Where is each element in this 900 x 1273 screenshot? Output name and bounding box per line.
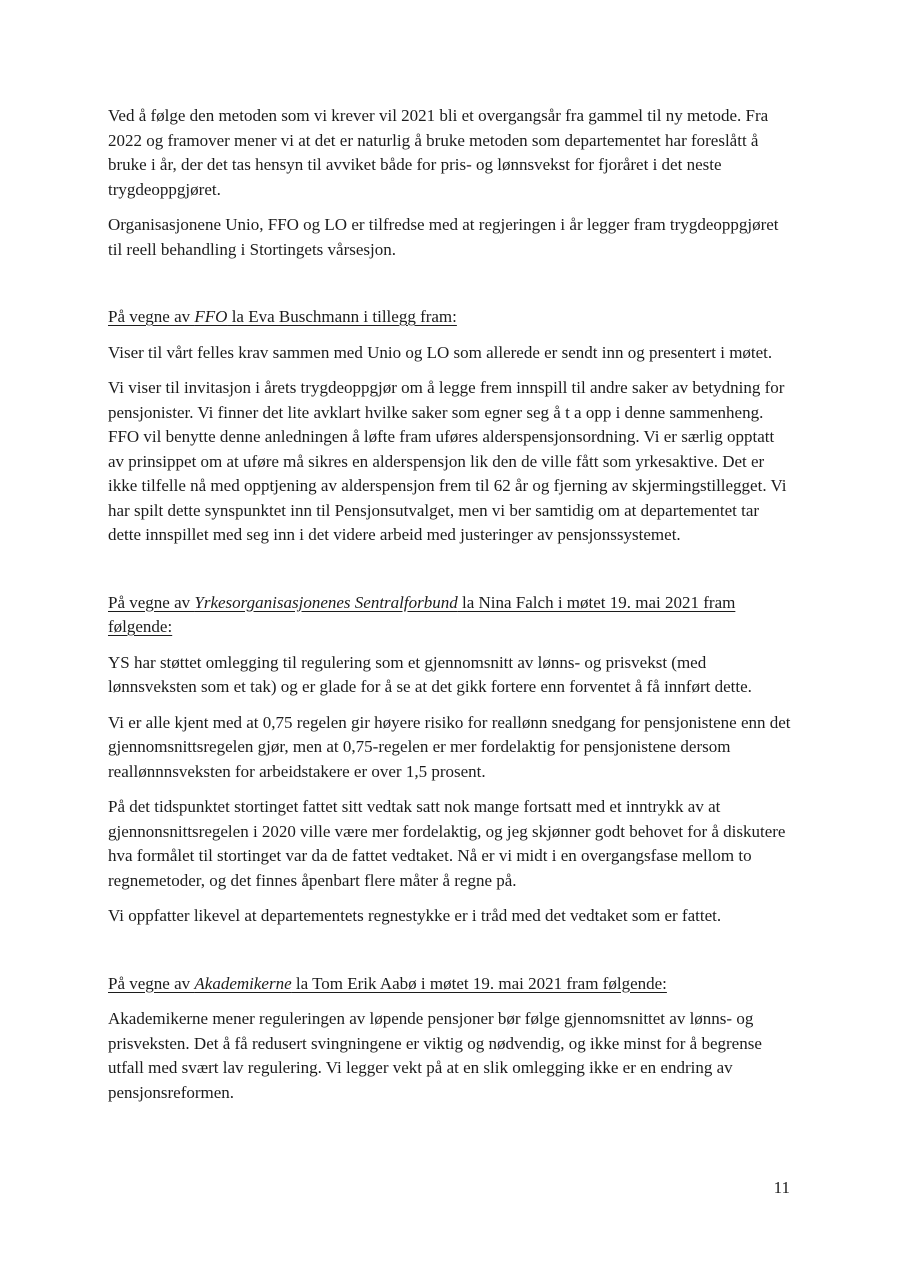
paragraph-ffo-joint-claim: Viser til vårt felles krav sammen med Unio og LO som allerede er sendt inn og presentert i møtet. — [108, 342, 773, 362]
heading-org-name: FFO — [194, 307, 228, 326]
heading-prefix: På vegne av — [108, 592, 195, 612]
heading-suffix: la Nina Falch i møtet 19. mai 2021 fram følgende: — [108, 592, 736, 636]
paragraph-ys-support: YS har støttet omlegging til regulering som et gjennomsnitt av lønns- og prisvekst (med lønnsveksten som et tak) og er glade for å se at det gikk fortere enn forventet å få innført dette. — [108, 652, 752, 696]
heading-org-name: Akademikerne — [194, 973, 292, 993]
section-heading-ys — [108, 591, 792, 640]
heading-prefix: På vegne av — [108, 307, 195, 326]
section-heading-ffo — [108, 305, 792, 330]
paragraph-organisations-satisfied: Organisasjonene Unio, FFO og LO er tilfredse med at regjeringen i år legger fram trygdeoppgjøret til reell behandling i Stortingets vårsesjon. — [108, 215, 779, 259]
heading-org-name: Yrkesorganisasjonenes Sentralforbund — [194, 592, 458, 612]
heading-prefix: På vegne av — [108, 973, 195, 993]
section-heading-akademikerne — [108, 972, 792, 997]
page-number: 11 — [773, 1178, 790, 1197]
paragraph-ys-rule-comparison: Vi er alle kjent med at 0,75 regelen gir høyere risiko for reallønn snedgang for pensjonistene enn det gjennomsnittsregelen gjør, men at 0,75-regelen er mer fordelaktig for pensjonistene dersom reallønnnsveksten for arbeidstakere er over 1,5 prosent. — [108, 712, 791, 781]
paragraph-ffo-disability-pension: Vi viser til invitasjon i årets trygdeoppgjør om å legge frem innspill til andre saker av betydning for pensjonister. Vi finner det lite avklart hvilke saker som egner seg å t a opp i denne sammenheng. FFO vil benytte denne anledningen å løfte fram uføres alderspensjonsordning. Vi er særlig opptatt av prinsippet om at uføre må sikres en alderspensjon lik den de ville fått som yrkesaktive. Det er ikke tilfelle nå med opptjening av alderspensjon frem til 62 år og fjerning av skjermingstillegget. Vi har spilt dette synspunktet inn til Pensjonsutvalget, men vi ber samtidig om at departementet tar dette innspillet med seg inn i det videre arbeid med justeringer av pensjonssystemet. — [108, 378, 787, 544]
paragraph-akademikerne-statement: Akademikerne mener reguleringen av løpende pensjoner bør følge gjennomsnittet av lønns- og prisveksten. Det å få redusert svingningene er viktig og nødvendig, og ikke minst for å begrense utfall med svært lav regulering. Vi legger vekt på at en slik omlegging ikke er en endring av pensjonsreformen. — [108, 1009, 762, 1102]
paragraph-method-transition: Ved å følge den metoden som vi krever vil 2021 bli et overgangsår fra gammel til ny metode. Fra 2022 og framover mener vi at det er naturlig å bruke metoden som departementet har foreslått å bruke i år, der det tas hensyn til avviket både for pris- og lønnsvekst for fjoråret i det neste trygdeoppgjøret. — [108, 106, 769, 199]
paragraph-ys-storting-decision: På det tidspunktet stortinget fattet sitt vedtak satt nok mange fortsatt med et inntrykk av at gjennonsnittsregelen i 2020 ville være mer fordelaktig, og jeg skjønner godt behovet for å diskutere hva formålet til stortinget var da de fattet vedtaket. Nå er vi midt i en overgangsfase mellom to regnemetoder, og det finnes åpenbart flere måter å regne på. — [108, 797, 786, 890]
heading-suffix: la Tom Erik Aabø i møtet 19. mai 2021 fram følgende: — [291, 973, 667, 993]
heading-suffix: la Eva Buschmann i tillegg fram: — [227, 307, 457, 326]
paragraph-ys-conclusion: Vi oppfatter likevel at departementets regnestykke er i tråd med det vedtaket som er fattet. — [108, 906, 722, 925]
